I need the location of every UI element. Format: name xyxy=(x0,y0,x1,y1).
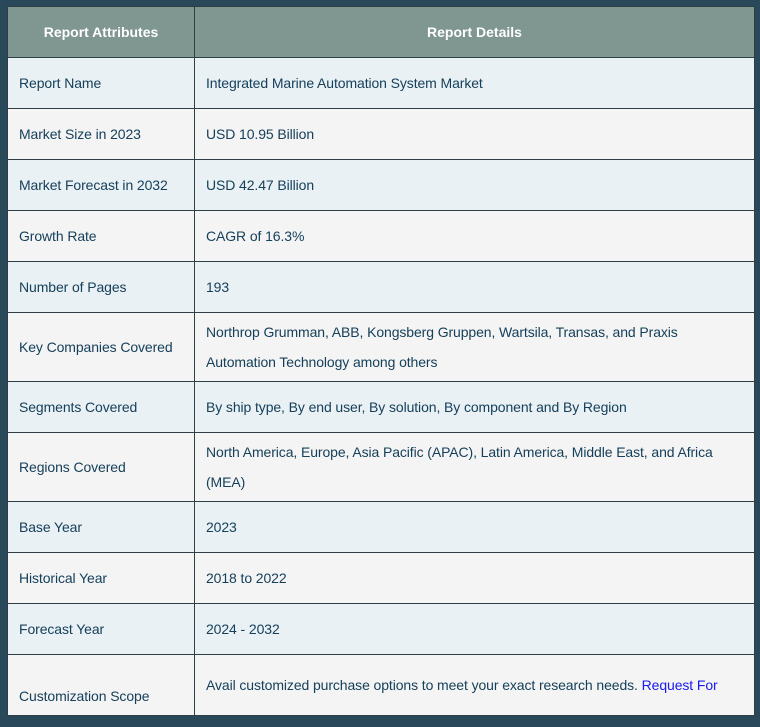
attribute-cell: Historical Year xyxy=(8,553,195,604)
detail-cell: North America, Europe, Asia Pacific (APAC), Latin America, Middle East, and Africa (MEA) xyxy=(195,433,755,502)
table-row xyxy=(8,211,755,262)
table-row xyxy=(8,433,755,502)
attribute-cell: Key Companies Covered xyxy=(8,313,195,382)
detail-cell: 2023 xyxy=(195,502,755,553)
table-row xyxy=(8,262,755,313)
attribute-cell: Number of Pages xyxy=(8,262,195,313)
report-attributes-table xyxy=(7,6,755,716)
detail-cell: USD 42.47 Billion xyxy=(195,160,755,211)
detail-cell: Northrop Grumman, ABB, Kongsberg Gruppen, Wartsila, Transas, and Praxis Automation Technology among others xyxy=(195,313,755,382)
detail-cell: 2018 to 2022 xyxy=(195,553,755,604)
attribute-cell: Forecast Year xyxy=(8,604,195,655)
attribute-cell: Report Name xyxy=(8,58,195,109)
detail-cell: CAGR of 16.3% xyxy=(195,211,755,262)
detail-cell: By ship type, By end user, By solution, By component and By Region xyxy=(195,382,755,433)
table-row xyxy=(8,604,755,655)
table-row xyxy=(8,382,755,433)
attribute-cell: Market Forecast in 2032 xyxy=(8,160,195,211)
detail-cell: 193 xyxy=(195,262,755,313)
attribute-cell: Regions Covered xyxy=(8,433,195,502)
attribute-cell: Base Year xyxy=(8,502,195,553)
detail-cell: 2024 - 2032 xyxy=(195,604,755,655)
attribute-cell: Segments Covered xyxy=(8,382,195,433)
table-row xyxy=(8,109,755,160)
table-row xyxy=(8,160,755,211)
attribute-cell: Growth Rate xyxy=(8,211,195,262)
detail-cell: USD 10.95 Billion xyxy=(195,109,755,160)
attribute-cell: Customization Scope xyxy=(8,655,195,716)
table-row xyxy=(8,58,755,109)
customization-text: Avail customized purchase options to meet your exact research needs. xyxy=(206,677,638,693)
attribute-cell: Market Size in 2023 xyxy=(8,109,195,160)
table-row xyxy=(8,553,755,604)
table-header-row xyxy=(8,7,755,58)
detail-cell xyxy=(195,655,755,716)
request-customization-link[interactable]: Request For xyxy=(641,677,718,693)
table-row xyxy=(8,502,755,553)
table-row xyxy=(8,655,755,716)
table-row xyxy=(8,313,755,382)
header-report-details: Report Details xyxy=(195,7,755,58)
header-report-attributes: Report Attributes xyxy=(8,7,195,58)
detail-cell: Integrated Marine Automation System Market xyxy=(195,58,755,109)
